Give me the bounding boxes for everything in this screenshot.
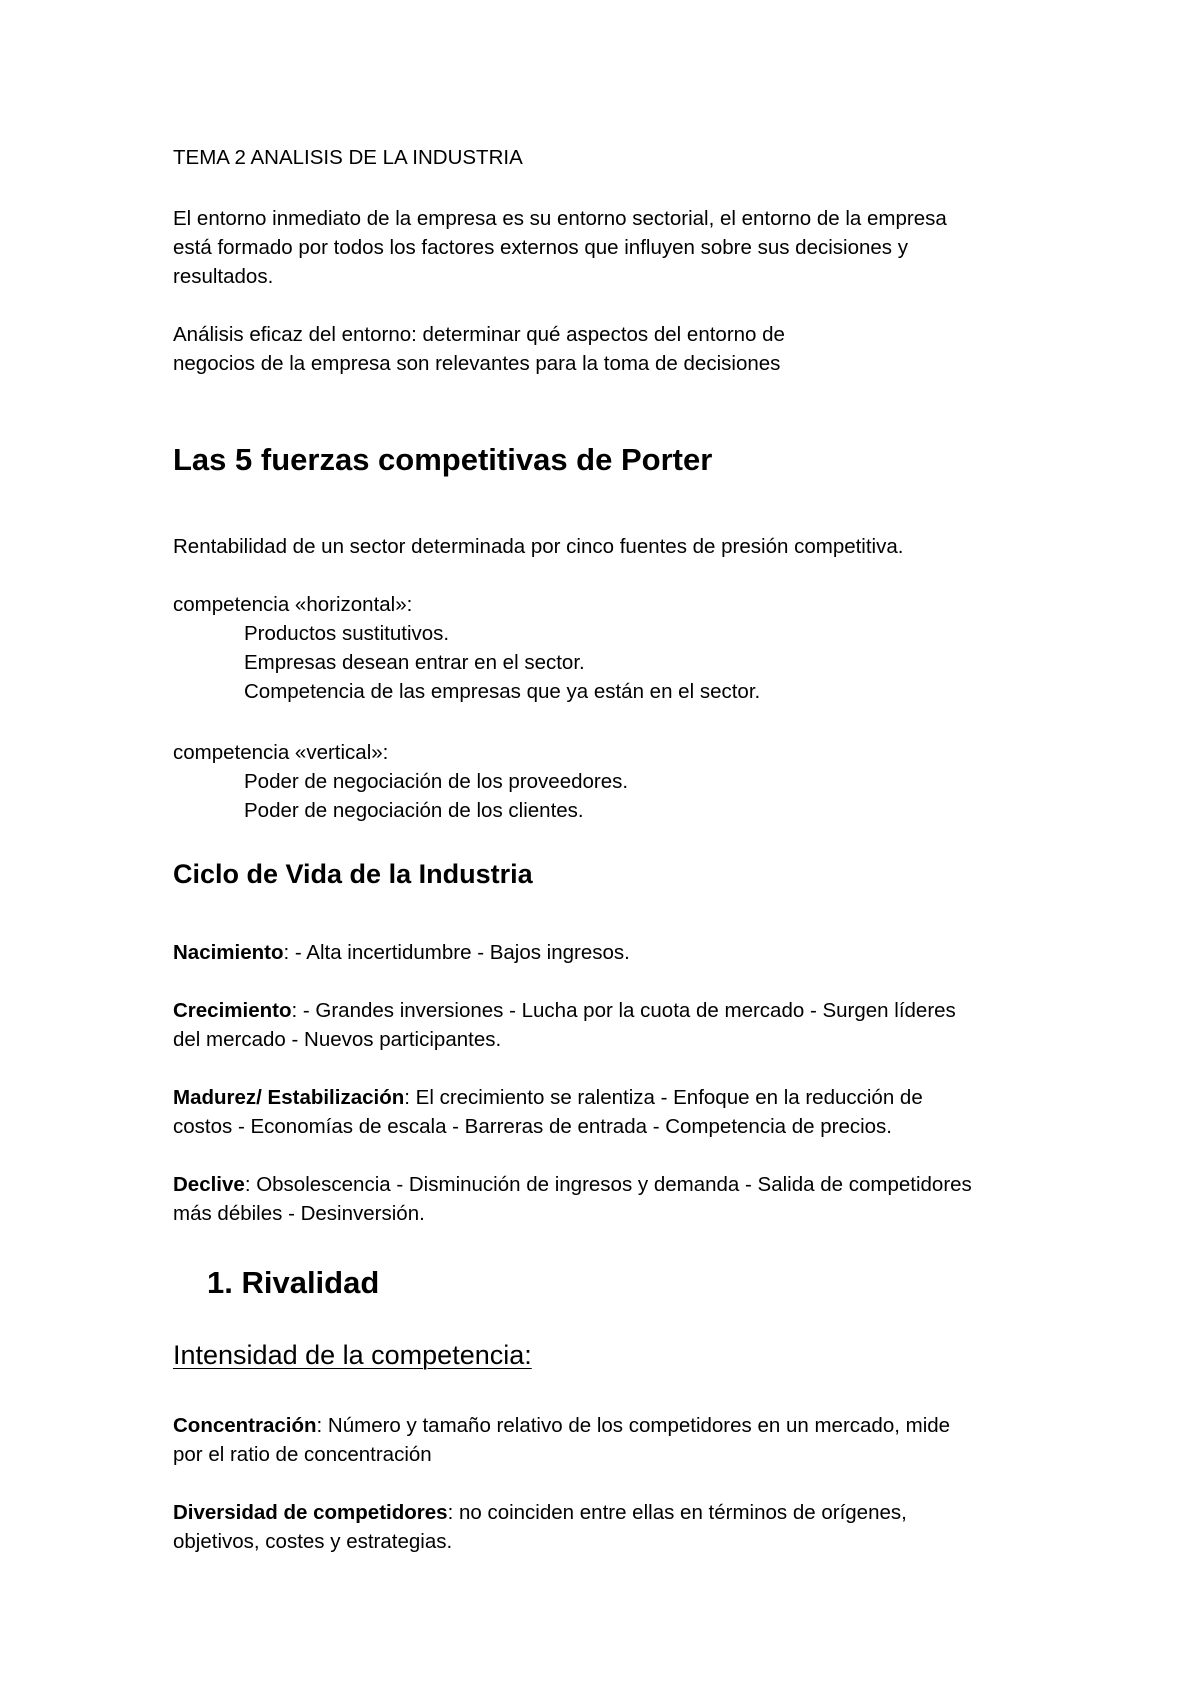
horizontal-label: competencia «horizontal»: <box>173 593 413 616</box>
horizontal-item: Productos sustitutivos. <box>244 622 450 645</box>
declive-text: : Obsolescencia - Disminución de ingresos y demanda - Salida de competidores <box>244 1173 972 1196</box>
nacimiento-text: : - Alta incertidumbre - Bajos ingresos. <box>283 941 630 964</box>
ciclo-heading: Ciclo de Vida de la Industria <box>173 859 533 889</box>
horizontal-item: Competencia de las empresas que ya están en el sector. <box>244 680 761 703</box>
analisis-line-1: Análisis eficaz del entorno: determinar qué aspectos del entorno de <box>173 323 785 346</box>
intensidad-subheading: Intensidad de la competencia: <box>173 1340 532 1370</box>
concentracion-text: : Número y tamaño relativo de los competidores en un mercado, mide <box>316 1414 951 1437</box>
ciclo-nacimiento <box>173 938 630 967</box>
nacimiento-term: Nacimiento <box>173 941 284 964</box>
ciclo-madurez <box>173 1083 923 1112</box>
ciclo-crecimiento <box>173 996 956 1025</box>
porter-heading: Las 5 fuerzas competitivas de Porter <box>173 442 713 477</box>
declive-text-cont: más débiles - Desinversión. <box>173 1202 425 1225</box>
vertical-label: competencia «vertical»: <box>173 741 389 764</box>
porter-summary: Rentabilidad de un sector determinada por cinco fuentes de presión competitiva. <box>173 535 904 558</box>
rivalidad-diversidad <box>173 1498 907 1527</box>
diversidad-term: Diversidad de competidores <box>173 1501 448 1524</box>
madurez-text-cont: costos - Economías de escala - Barreras de entrada - Competencia de precios. <box>173 1115 892 1138</box>
ciclo-declive <box>173 1170 972 1199</box>
vertical-item: Poder de negociación de los proveedores. <box>244 770 629 793</box>
intro-line-1: El entorno inmediato de la empresa es su entorno sectorial, el entorno de la empresa <box>173 207 947 230</box>
vertical-item: Poder de negociación de los clientes. <box>244 799 584 822</box>
diversidad-text: : no coinciden entre ellas en términos de orígenes, <box>447 1501 907 1524</box>
document-title: TEMA 2 ANALISIS DE LA INDUSTRIA <box>173 146 523 169</box>
concentracion-term: Concentración <box>173 1414 317 1437</box>
diversidad-text-cont: objetivos, costes y estrategias. <box>173 1530 453 1553</box>
analisis-line-2: negocios de la empresa son relevantes para la toma de decisiones <box>173 352 781 375</box>
rivalidad-heading: 1. Rivalidad <box>207 1265 380 1300</box>
intro-line-2: está formado por todos los factores externos que influyen sobre sus decisiones y <box>173 236 908 259</box>
concentracion-text-cont: por el ratio de concentración <box>173 1443 432 1466</box>
madurez-text: : El crecimiento se ralentiza - Enfoque en la reducción de <box>404 1086 923 1109</box>
crecimiento-term: Crecimiento <box>173 999 292 1022</box>
madurez-term: Madurez/ Estabilización <box>173 1086 405 1109</box>
crecimiento-text: : - Grandes inversiones - Lucha por la cuota de mercado - Surgen líderes <box>291 999 956 1022</box>
horizontal-item: Empresas desean entrar en el sector. <box>244 651 585 674</box>
declive-term: Declive <box>173 1173 245 1196</box>
intro-line-3: resultados. <box>173 265 274 288</box>
crecimiento-text-cont: del mercado - Nuevos participantes. <box>173 1028 502 1051</box>
rivalidad-concentracion <box>173 1411 950 1440</box>
